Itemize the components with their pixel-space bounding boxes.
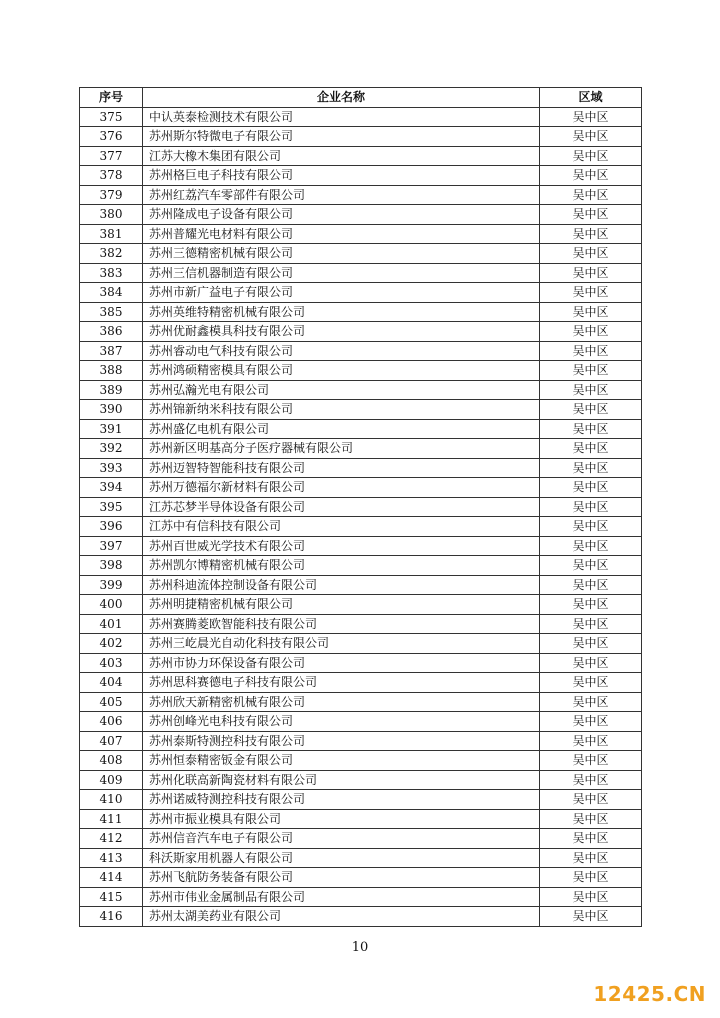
table-row [80,829,642,849]
cell-company-name: 苏州睿动电气科技有限公司 [143,341,540,361]
cell-region: 吴中区 [540,439,642,459]
cell-company-name: 苏州明捷精密机械有限公司 [143,595,540,615]
cell-region: 吴中区 [540,107,642,127]
cell-region: 吴中区 [540,790,642,810]
page-number: 10 [351,940,369,955]
cell-serial-number: 400 [80,595,143,615]
cell-company-name: 苏州百世威光学技术有限公司 [143,536,540,556]
header-region: 区域 [540,88,642,108]
table-row [80,380,642,400]
cell-company-name: 苏州锦新纳米科技有限公司 [143,400,540,420]
cell-company-name: 江苏大橡木集团有限公司 [143,146,540,166]
cell-serial-number: 384 [80,283,143,303]
cell-region: 吴中区 [540,166,642,186]
table-row [80,848,642,868]
cell-serial-number: 410 [80,790,143,810]
table-row [80,341,642,361]
table-row [80,107,642,127]
table-row [80,478,642,498]
table-row [80,205,642,225]
cell-company-name: 苏州红荔汽车零部件有限公司 [143,185,540,205]
cell-serial-number: 396 [80,517,143,537]
cell-company-name: 苏州泰斯特测控科技有限公司 [143,731,540,751]
table-row [80,517,642,537]
cell-serial-number: 386 [80,322,143,342]
cell-region: 吴中区 [540,848,642,868]
cell-serial-number: 394 [80,478,143,498]
cell-company-name: 苏州格巨电子科技有限公司 [143,166,540,186]
cell-serial-number: 414 [80,868,143,888]
table-row [80,224,642,244]
cell-serial-number: 380 [80,205,143,225]
cell-company-name: 苏州赛腾菱欧智能科技有限公司 [143,614,540,634]
cell-company-name: 苏州信音汽车电子有限公司 [143,829,540,849]
enterprise-table-wrapper [79,87,641,927]
cell-company-name: 苏州鸿硕精密模具有限公司 [143,361,540,381]
cell-company-name: 苏州斯尔特微电子有限公司 [143,127,540,147]
table-row [80,673,642,693]
cell-serial-number: 391 [80,419,143,439]
cell-region: 吴中区 [540,127,642,147]
cell-company-name: 苏州创峰光电科技有限公司 [143,712,540,732]
cell-company-name: 苏州凯尔博精密机械有限公司 [143,556,540,576]
cell-region: 吴中区 [540,341,642,361]
cell-region: 吴中区 [540,536,642,556]
cell-company-name: 苏州万德福尔新材料有限公司 [143,478,540,498]
cell-company-name: 苏州迈智特智能科技有限公司 [143,458,540,478]
table-row [80,770,642,790]
cell-region: 吴中区 [540,458,642,478]
cell-company-name: 苏州盛亿电机有限公司 [143,419,540,439]
table-row [80,653,642,673]
table-row [80,458,642,478]
header-company-name: 企业名称 [143,88,540,108]
table-row [80,556,642,576]
cell-company-name: 苏州市振业模具有限公司 [143,809,540,829]
cell-serial-number: 382 [80,244,143,264]
cell-region: 吴中区 [540,556,642,576]
cell-company-name: 科沃斯家用机器人有限公司 [143,848,540,868]
cell-serial-number: 398 [80,556,143,576]
table-row [80,575,642,595]
table-row [80,868,642,888]
table-header-row [80,88,642,108]
cell-serial-number: 407 [80,731,143,751]
cell-serial-number: 399 [80,575,143,595]
cell-serial-number: 392 [80,439,143,459]
cell-serial-number: 404 [80,673,143,693]
cell-serial-number: 412 [80,829,143,849]
cell-company-name: 苏州市协力环保设备有限公司 [143,653,540,673]
cell-company-name: 苏州太湖美药业有限公司 [143,907,540,927]
cell-region: 吴中区 [540,205,642,225]
table-row [80,244,642,264]
table-row [80,497,642,517]
cell-region: 吴中区 [540,751,642,771]
cell-company-name: 苏州欣天新精密机械有限公司 [143,692,540,712]
table-row [80,146,642,166]
cell-serial-number: 390 [80,400,143,420]
cell-region: 吴中区 [540,692,642,712]
cell-serial-number: 387 [80,341,143,361]
table-row [80,790,642,810]
table-row [80,185,642,205]
cell-company-name: 苏州隆成电子设备有限公司 [143,205,540,225]
cell-region: 吴中区 [540,634,642,654]
table-row [80,166,642,186]
cell-company-name: 江苏中有信科技有限公司 [143,517,540,537]
table-row [80,887,642,907]
cell-company-name: 苏州市新广益电子有限公司 [143,283,540,303]
cell-company-name: 苏州英维特精密机械有限公司 [143,302,540,322]
cell-region: 吴中区 [540,302,642,322]
cell-region: 吴中区 [540,263,642,283]
cell-serial-number: 376 [80,127,143,147]
cell-serial-number: 409 [80,770,143,790]
cell-region: 吴中区 [540,419,642,439]
watermark-suffix: CN [673,982,706,1006]
cell-region: 吴中区 [540,478,642,498]
table-row [80,302,642,322]
cell-company-name: 苏州三德精密机械有限公司 [143,244,540,264]
cell-region: 吴中区 [540,380,642,400]
table-row [80,809,642,829]
table-row [80,751,642,771]
cell-company-name: 苏州飞航防务装备有限公司 [143,868,540,888]
cell-region: 吴中区 [540,400,642,420]
cell-serial-number: 379 [80,185,143,205]
cell-serial-number: 375 [80,107,143,127]
cell-serial-number: 406 [80,712,143,732]
cell-serial-number: 385 [80,302,143,322]
table-row [80,614,642,634]
cell-serial-number: 416 [80,907,143,927]
cell-region: 吴中区 [540,614,642,634]
cell-company-name: 苏州优耐鑫模具科技有限公司 [143,322,540,342]
cell-serial-number: 415 [80,887,143,907]
table-row [80,595,642,615]
cell-region: 吴中区 [540,283,642,303]
table-row [80,419,642,439]
cell-serial-number: 383 [80,263,143,283]
cell-region: 吴中区 [540,517,642,537]
cell-serial-number: 377 [80,146,143,166]
table-row [80,400,642,420]
cell-company-name: 中认英泰检测技术有限公司 [143,107,540,127]
cell-region: 吴中区 [540,361,642,381]
table-row [80,361,642,381]
cell-region: 吴中区 [540,653,642,673]
table-row [80,907,642,927]
table-row [80,634,642,654]
enterprise-table [79,87,642,927]
cell-region: 吴中区 [540,322,642,342]
watermark-main: 12425 [593,982,666,1006]
cell-serial-number: 401 [80,614,143,634]
table-row [80,283,642,303]
cell-company-name: 苏州市伟业金属制品有限公司 [143,887,540,907]
cell-company-name: 苏州弘瀚光电有限公司 [143,380,540,400]
cell-region: 吴中区 [540,575,642,595]
table-row [80,322,642,342]
table-row [80,536,642,556]
table-row [80,731,642,751]
cell-serial-number: 393 [80,458,143,478]
cell-region: 吴中区 [540,731,642,751]
table-row [80,712,642,732]
cell-region: 吴中区 [540,244,642,264]
table-row [80,263,642,283]
cell-region: 吴中区 [540,907,642,927]
site-watermark [593,982,706,1006]
cell-region: 吴中区 [540,829,642,849]
cell-serial-number: 413 [80,848,143,868]
table-row [80,127,642,147]
cell-region: 吴中区 [540,673,642,693]
cell-region: 吴中区 [540,887,642,907]
cell-region: 吴中区 [540,224,642,244]
cell-company-name: 苏州思科赛德电子科技有限公司 [143,673,540,693]
cell-company-name: 苏州化联高新陶瓷材料有限公司 [143,770,540,790]
cell-serial-number: 378 [80,166,143,186]
cell-company-name: 苏州普耀光电材料有限公司 [143,224,540,244]
cell-region: 吴中区 [540,146,642,166]
table-row [80,439,642,459]
cell-serial-number: 395 [80,497,143,517]
cell-serial-number: 402 [80,634,143,654]
cell-region: 吴中区 [540,770,642,790]
cell-company-name: 江苏芯梦半导体设备有限公司 [143,497,540,517]
cell-company-name: 苏州恒泰精密钣金有限公司 [143,751,540,771]
cell-region: 吴中区 [540,868,642,888]
cell-company-name: 苏州新区明基高分子医疗器械有限公司 [143,439,540,459]
cell-company-name: 苏州科迪流体控制设备有限公司 [143,575,540,595]
cell-serial-number: 381 [80,224,143,244]
cell-serial-number: 389 [80,380,143,400]
header-serial-number: 序号 [80,88,143,108]
cell-region: 吴中区 [540,595,642,615]
cell-serial-number: 388 [80,361,143,381]
cell-region: 吴中区 [540,497,642,517]
cell-serial-number: 411 [80,809,143,829]
cell-company-name: 苏州三屹晨光自动化科技有限公司 [143,634,540,654]
cell-region: 吴中区 [540,712,642,732]
table-row [80,692,642,712]
watermark-dot: . [665,982,674,1006]
cell-serial-number: 408 [80,751,143,771]
cell-region: 吴中区 [540,185,642,205]
table-body [80,107,642,926]
cell-company-name: 苏州诺威特测控科技有限公司 [143,790,540,810]
cell-region: 吴中区 [540,809,642,829]
cell-serial-number: 405 [80,692,143,712]
cell-company-name: 苏州三信机器制造有限公司 [143,263,540,283]
cell-serial-number: 403 [80,653,143,673]
cell-serial-number: 397 [80,536,143,556]
